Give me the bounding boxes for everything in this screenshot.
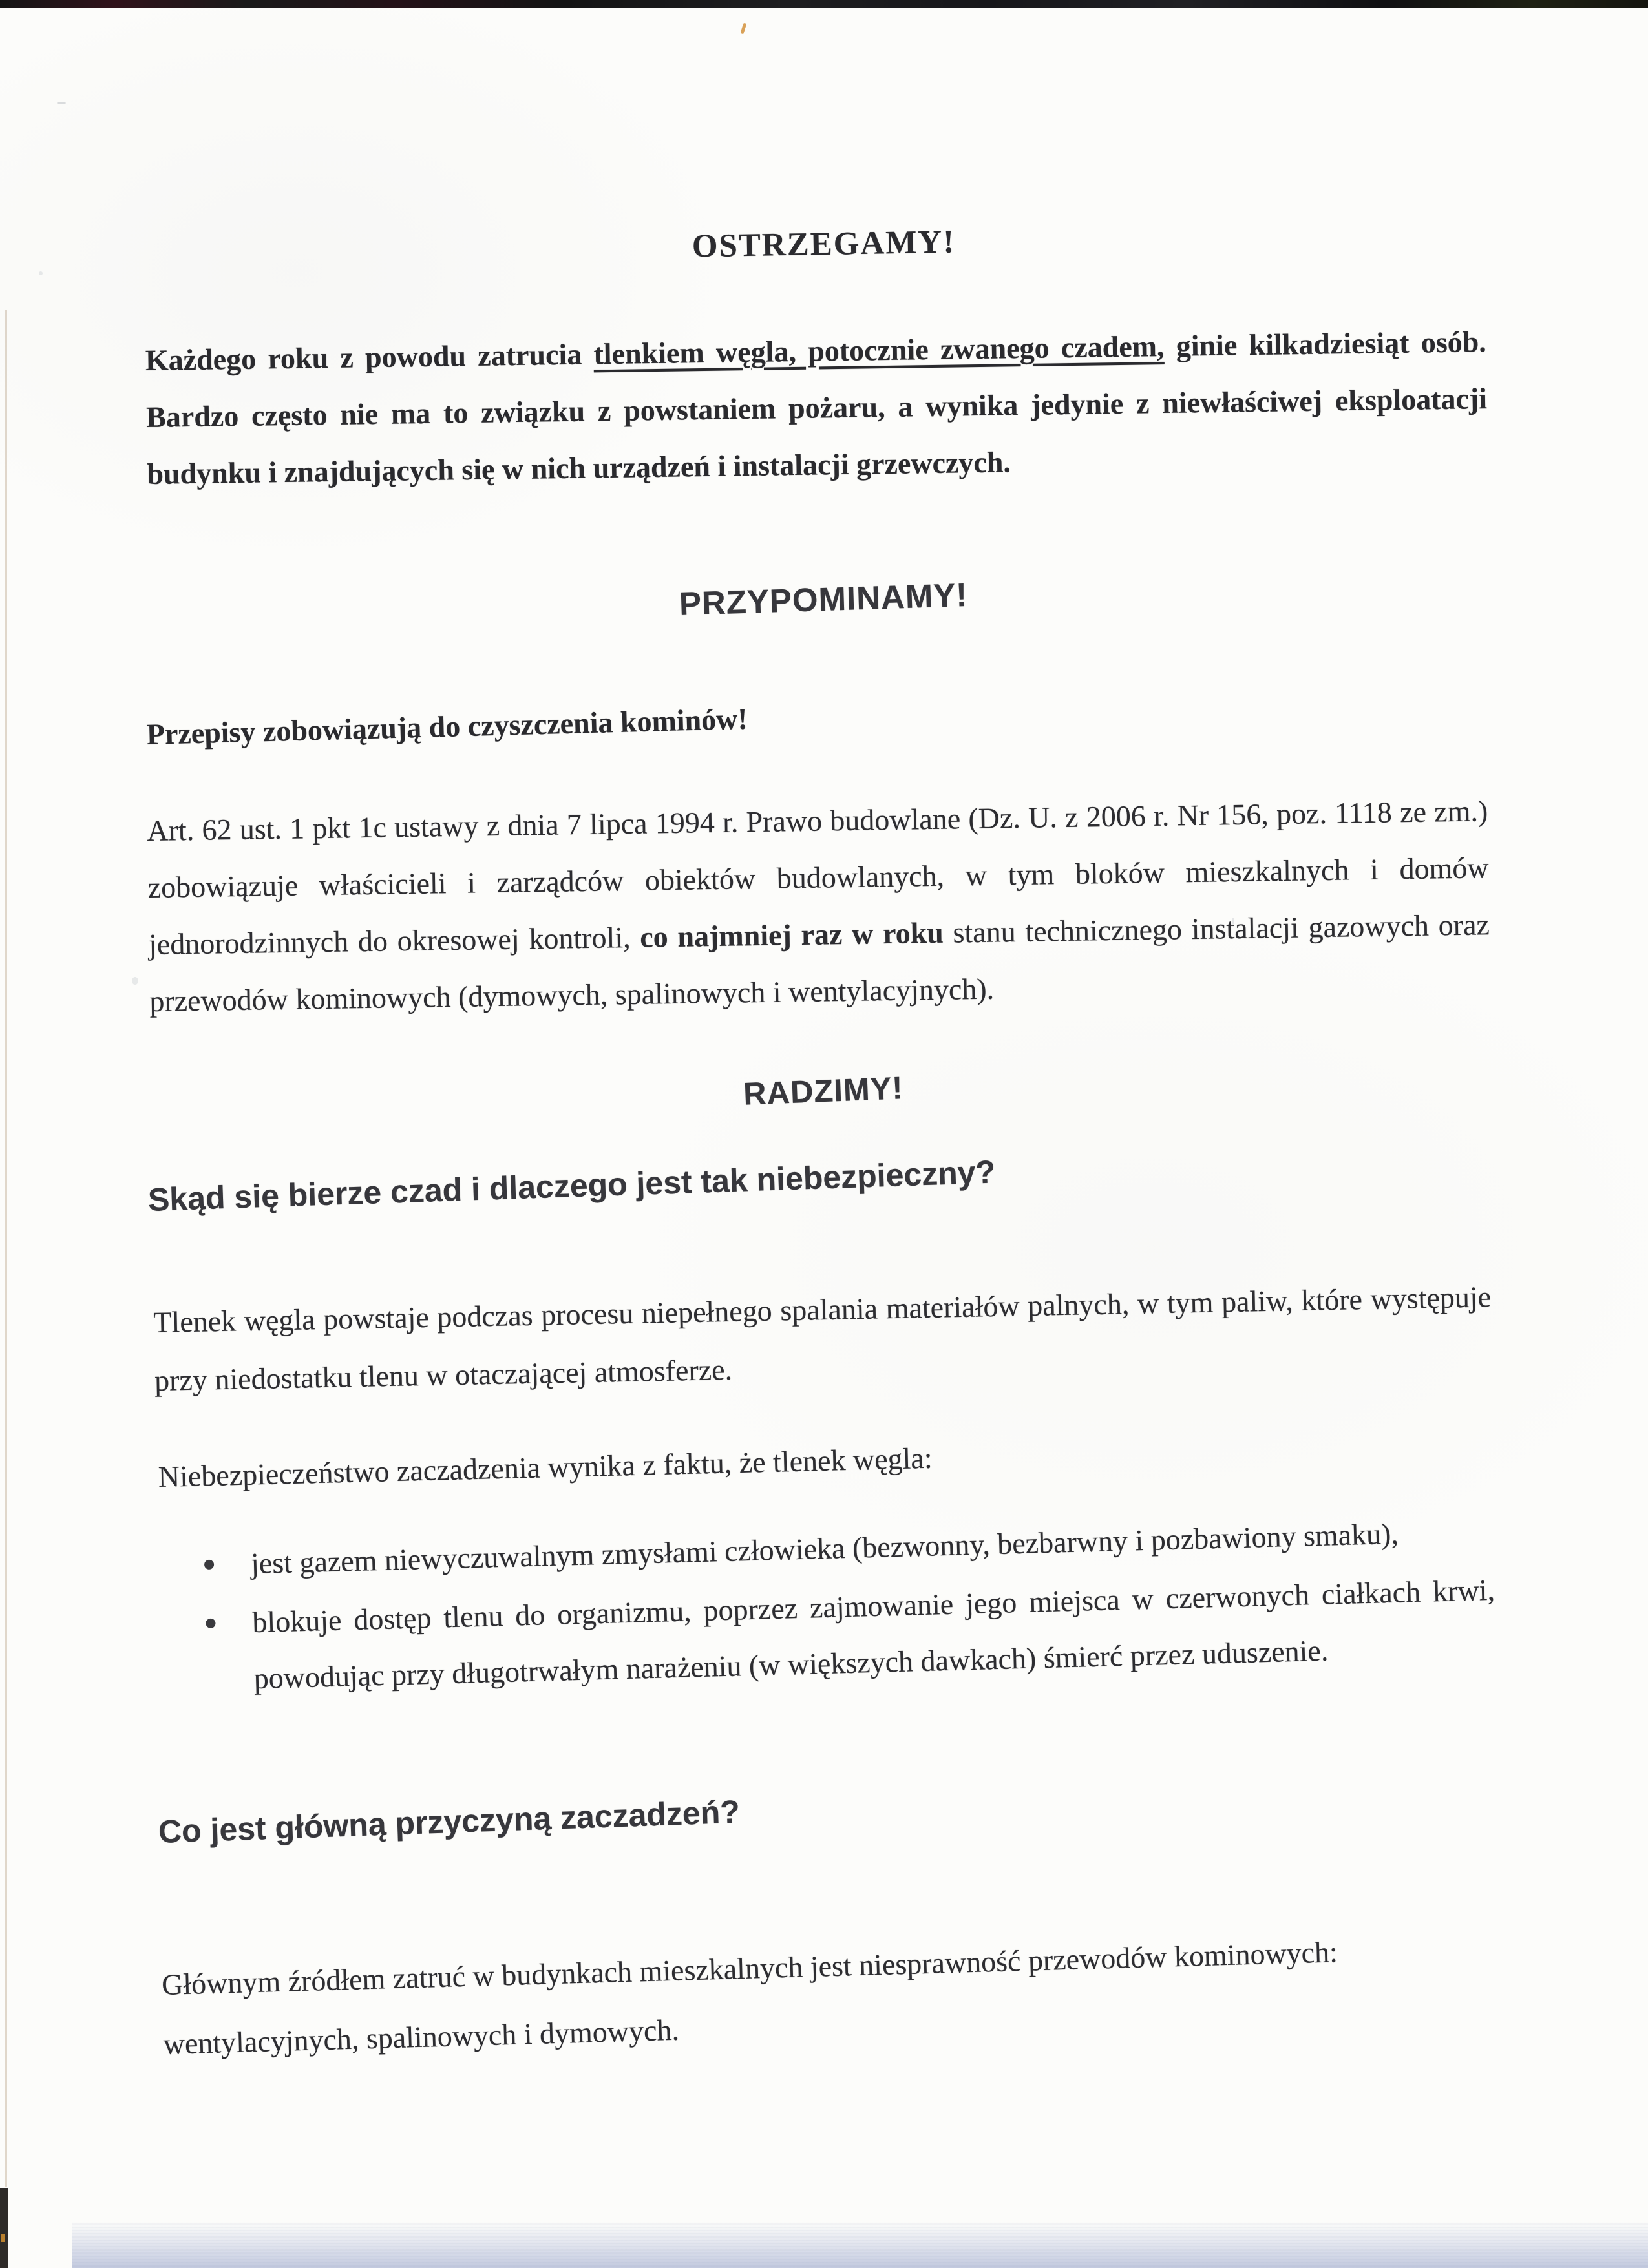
chimney-cleaning-lead: Przepisy zobowiązują do czyszczenia kominów! <box>146 702 748 751</box>
scan-corner-fleck <box>1 2234 5 2242</box>
danger-intro-line: Niebezpieczeństwo zaczadzenia wynika z faktu, że tlenek węgla: <box>158 1441 933 1494</box>
scan-bottom-left-corner <box>0 2188 8 2268</box>
scan-speck <box>741 23 747 34</box>
scan-speck <box>132 977 138 985</box>
legal-text-pre: Art. 62 ust. 1 pkt 1c ustawy z dnia 7 lipca 1994 r. Prawo budowlane (Dz. U. z 2006 r. Nr 156, poz. 1118 ze zm.) zobowiązuje właścicieli i zarządców obiektów budowlanych, w tym bloków mieszkalnych i domów jednorodzinnych do okresowej kontroli, <box>147 794 1489 961</box>
bullet-icon <box>204 1560 214 1570</box>
scan-top-edge-artifact <box>0 0 1648 8</box>
scan-left-edge-line <box>5 310 7 2187</box>
heading-where-czad-comes-from: Skąd się bierze czad i dlaczego jest tak niebezpieczny? <box>147 1153 996 1218</box>
bullet-icon <box>206 1619 215 1628</box>
heading-radzimy: RADZIMY! <box>743 1070 904 1112</box>
scan-speck <box>57 102 66 104</box>
bullet-text: jest gazem niewyczuwalnym zmysłami człowieka (bezwonny, bezbarwny i pozbawiony smaku), <box>250 1517 1399 1580</box>
heading-przypominamy: PRZYPOMINAMY! <box>679 576 969 623</box>
co-origin-paragraph: Tlenek węgla powstaje podczas procesu niepełnego spalania materiałów palnych, w tym paliw, które występuje przy niedostatku tlenu w otaczającej atmosferze. <box>153 1280 1492 1398</box>
intro-text-pre: Każdego roku z powodu zatrucia <box>145 337 594 377</box>
heading-ostrzegamy: OSTRZEGAMY! <box>692 224 956 265</box>
legal-text-post: stanu technicznego instalacji gazowych oraz przewodów kominowych (dymowych, spalinowych i wentylacyjnych). <box>149 908 1490 1018</box>
legal-bold-phrase: co najmniej raz w roku <box>639 916 944 954</box>
heading-main-cause-question: Co jest główną przyczyną zaczadzeń? <box>158 1793 741 1850</box>
legal-paragraph <box>147 782 1491 1030</box>
danger-bullet-list <box>204 1503 1497 1710</box>
intro-text-post: ginie kilkadziesiąt osób. Bardzo często nie ma to związku z powstaniem pożaru, a wynika jedynie z niewłaściwej eksploatacji budynku i znajdujących się w nich urządzeń i instalacji grzewczych. <box>145 325 1488 491</box>
bullet-text: blokuje dostęp tlenu do organizmu, poprzez zajmowanie jego miejsca w czerwonych ciałkach krwi, powodując przy długotrwałym narażeniu (w większych dawkach) śmierć przez uduszenie. <box>251 1573 1495 1696</box>
intro-paragraph <box>145 313 1488 503</box>
main-cause-paragraph: Głównym źródłem zatruć w budynkach mieszkalnych jest niesprawność przewodów kominowych: wentylacyjnych, spalinowych i dymowych. <box>161 1935 1338 2061</box>
intro-underlined-phrase: tlenkiem węgla, potocznie zwanego czadem, <box>593 330 1165 371</box>
scan-bottom-shadow-band <box>72 2221 1648 2268</box>
